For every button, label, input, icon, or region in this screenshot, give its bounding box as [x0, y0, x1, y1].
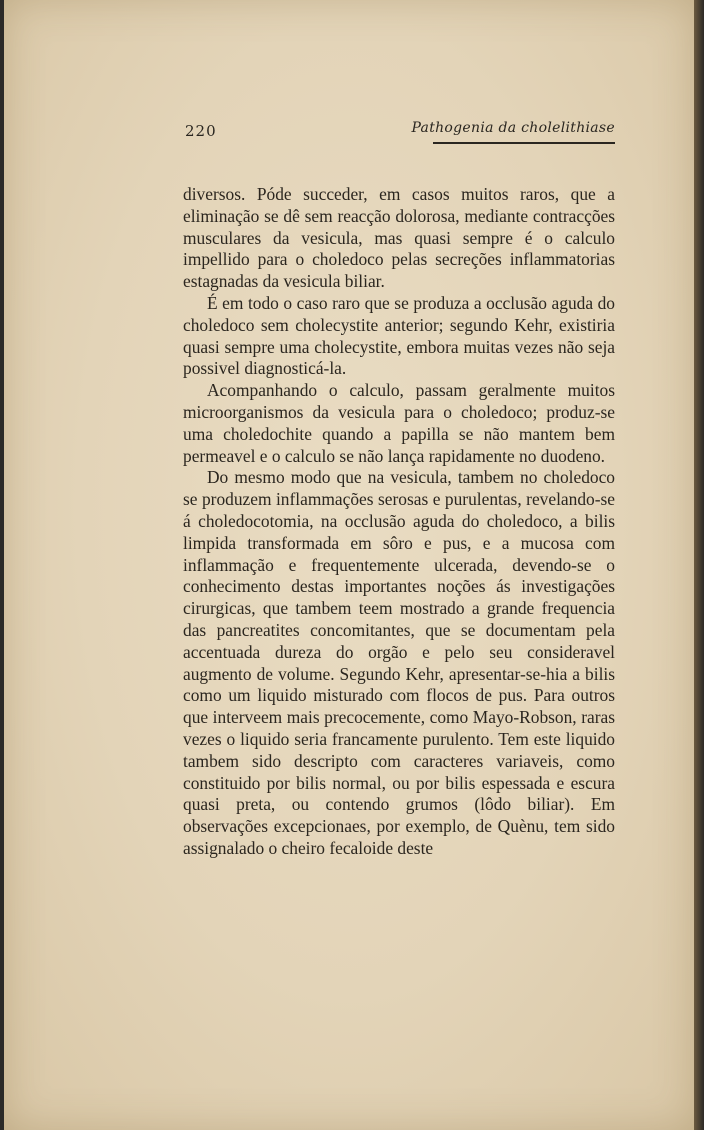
- running-title: Pathogenia da cholelithiase: [411, 120, 615, 136]
- page-number: 220: [185, 122, 217, 140]
- running-head: [181, 118, 615, 146]
- header-rule: [433, 142, 615, 144]
- paragraph-continued: diversos. Póde succeder, em casos muitos raros, que a eliminação se dê sem reacção dolorosa, mediante contracções musculares da vesicula, mas quasi sempre é o calculo impellido para o choledoco pelas secreções inflammatorias estagnadas da vesicula biliar.: [183, 184, 615, 292]
- paragraph-inflammations: Do mesmo modo que na vesicula, tambem no choledoco se produzem inflammações serosas e purulentas, revelando-se á choledocotomia, na occlusão aguda do choledoco, a bilis limpida transformada em sôro e pus, e a mucosa com inflammação e frequentemente ulcerada, devendo-se o conhecimento destas importantes noções ás investigações cirurgicas, que tambem teem mostrado a grande frequencia das pancreatites concomitantes, que se documentam pela accentuada dureza do orgão e pelo seu consideravel augmento de volume. Segundo Kehr, apresentar-se-hia a bilis como um liquido misturado com flocos de pus. Para outros que interveem mais precocemente, como Mayo-Robson, raras vezes o liquido seria francamente purulento. Tem este liquido tambem sido descripto com caracteres variaveis, como constituido por bilis normal, ou por bilis espessada e escura quasi preta, ou contendo grumos (lôdo biliar). Em observações excepcionaes, por exemplo, de Quènu, tem sido assignalado o cheiro fecaloide deste: [183, 467, 615, 858]
- paragraph-occlusion: É em todo o caso raro que se produza a occlusão aguda do choledoco sem cholecystite anterior; segundo Kehr, existiria quasi sempre uma cholecystite, embora muitas vezes não seja possivel diagnosticá-la.: [183, 292, 615, 379]
- book-spine-edge: [694, 0, 704, 1130]
- paragraph-microorganisms: Acompanhando o calculo, passam geralmente muitos microorganismos da vesicula para o choledoco; produz-se uma choledochite quando a papilla se não mantem bem permeavel e o calculo se não lança rapidamente no duodeno.: [183, 380, 615, 466]
- body-text: [183, 184, 615, 860]
- book-page: [4, 0, 694, 1130]
